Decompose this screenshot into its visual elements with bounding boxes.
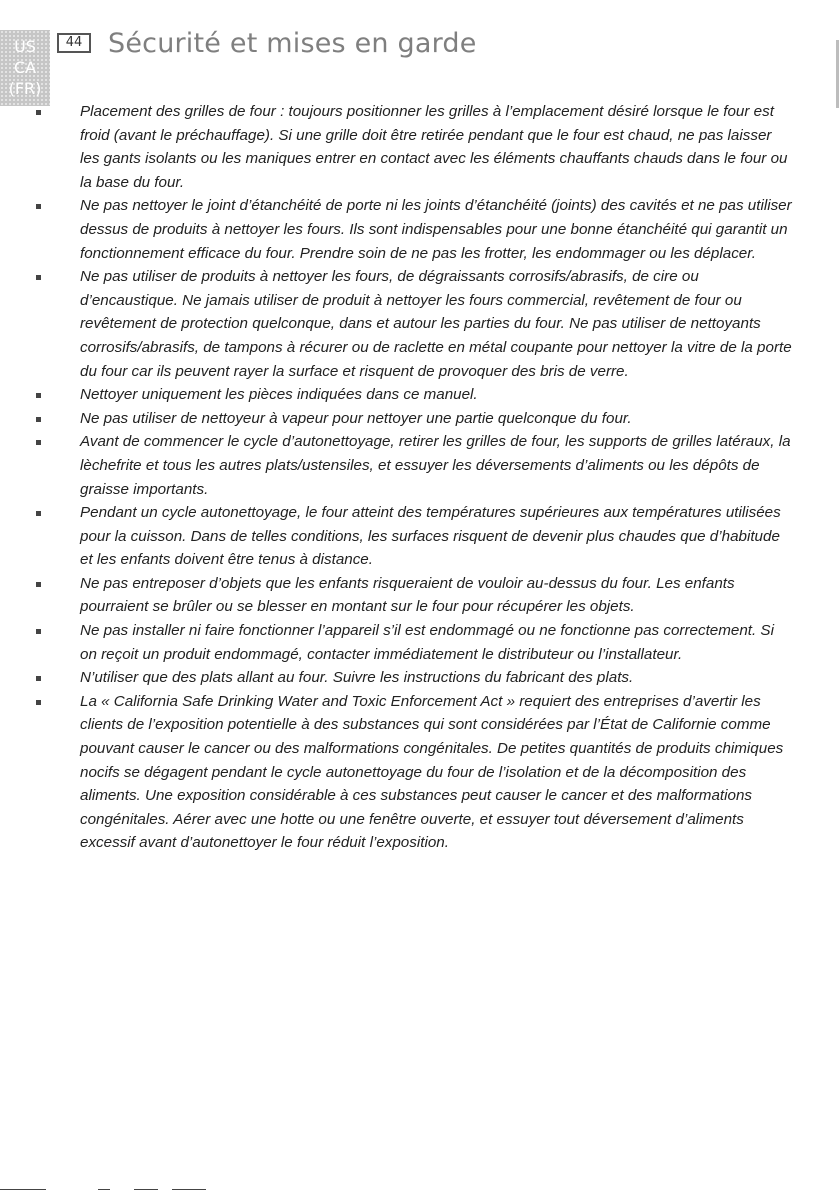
bullet-marker — [36, 393, 41, 398]
footer-mark — [98, 1189, 110, 1190]
list-item — [80, 265, 792, 383]
bullet-marker — [36, 204, 41, 209]
bullet-marker — [36, 676, 41, 681]
list-item — [80, 501, 792, 572]
list-item — [80, 407, 792, 431]
region-code-fr: (FR) — [8, 79, 42, 98]
list-item-text: Ne pas nettoyer le joint d’étanchéité de porte ni les joints d’étanchéité (joints) des cavités et ne pas utiliser dessus de produits à nettoyer les fours. Ils sont indispensables pour une bonne étanchéité qui garantit un fonctionnement efficace du four. Prendre soin de ne pas les frotter, les endommager ou les déplacer. — [80, 197, 792, 262]
footer-mark — [134, 1189, 158, 1190]
bullet-marker — [36, 582, 41, 587]
page-title: Sécurité et mises en garde — [108, 28, 477, 59]
list-item-text: Ne pas utiliser de produits à nettoyer les fours, de dégraissants corrosifs/abrasifs, de cire ou d’encaustique. Ne jamais utiliser de produit à nettoyer les fours commercial, revêtement de four ou revêtement de protection quelconque, dans et autour les parties du four. Ne pas utiliser de nettoyants corrosifs/abrasifs, de tampons à récurer ou de raclette en métal coupante pour nettoyer la vitre de la porte du four car ils peuvent rayer la surface et risquent de provoquer des bris de verre. — [80, 268, 792, 380]
list-item-text: Nettoyer uniquement les pièces indiquées dans ce manuel. — [80, 386, 478, 404]
region-code-us: US — [14, 37, 36, 56]
list-item-text: Ne pas entreposer d’objets que les enfants risqueraient de vouloir au-dessus du four. Les enfants pourraient se brûler ou se blesser en montant sur le four pour récupérer les objets. — [80, 574, 735, 616]
list-item — [80, 690, 792, 855]
list-item — [80, 383, 792, 407]
safety-list — [80, 100, 792, 855]
list-item — [80, 430, 792, 501]
bullet-marker — [36, 700, 41, 705]
list-item-text: Ne pas utiliser de nettoyeur à vapeur pour nettoyer une partie quelconque du four. — [80, 409, 632, 427]
list-item-text: Avant de commencer le cycle d’autonettoyage, retirer les grilles de four, les supports de grilles latéraux, la lèchefrite et tous les autres plats/ustensiles, et essuyer les déversements d’aliments ou les dépôts de graisse importants. — [80, 433, 791, 498]
list-item-text: La « California Safe Drinking Water and Toxic Enforcement Act » requiert des entreprises d’avertir les clients de l’exposition potentielle à des substances qui sont considérées par l’État de Californie comme pouvant causer le cancer ou des malformations congénitales. De petites quantités de produits chimiques nocifs se dégagent pendant le cycle autonettoyage du four de l’isolation et de la décomposition des aliments. Une exposition considérable à ces substances peut causer le cancer et des malformations congénitales. Aérer avec une hotte ou une fenêtre ouverte, et essuyer tout déversement d’aliments excessif avant d’autonettoyer le four réduit l’exposition. — [80, 692, 784, 852]
bullet-marker — [36, 440, 41, 445]
bullet-marker — [36, 417, 41, 422]
region-code-ca: CA — [13, 58, 37, 77]
bullet-marker — [36, 110, 41, 115]
footer-mark — [172, 1189, 206, 1190]
list-item — [80, 666, 792, 690]
region-codes — [0, 36, 50, 99]
footer-marks — [0, 1187, 839, 1191]
bullet-marker — [36, 275, 41, 280]
bullet-marker — [36, 629, 41, 634]
list-item-text: Pendant un cycle autonettoyage, le four atteint des températures supérieures aux températures utilisées pour la cuisson. Dans de telles conditions, les surfaces risquent de devenir plus chaudes que d’habitude et les enfants doivent être tenus à distance. — [80, 504, 781, 569]
list-item-text: Placement des grilles de four : toujours positionner les grilles à l’emplacement désiré lorsque le four est froid (avant le préchauffage). Si une grille doit être retirée pendant que le four est chaud, ne pas laisser les gants isolants ou les maniques entrer en contact avec les éléments chauffants chauds dans le four ou la base du four. — [80, 103, 788, 191]
safety-content — [80, 100, 792, 855]
list-item — [80, 194, 792, 265]
list-item-text: Ne pas installer ni faire fonctionner l’appareil s’il est endommagé ou ne fonctionne pas correctement. Si on reçoit un produit endommagé, contacter immédiatement le distributeur ou l’installateur. — [80, 622, 774, 663]
page-number: 44 — [57, 33, 91, 53]
list-item — [80, 572, 792, 619]
footer-mark — [0, 1189, 46, 1190]
list-item-text: N’utiliser que des plats allant au four. Suivre les instructions du fabricant des plats. — [80, 669, 634, 687]
bullet-marker — [36, 511, 41, 516]
list-item — [80, 619, 792, 666]
list-item — [80, 100, 792, 194]
